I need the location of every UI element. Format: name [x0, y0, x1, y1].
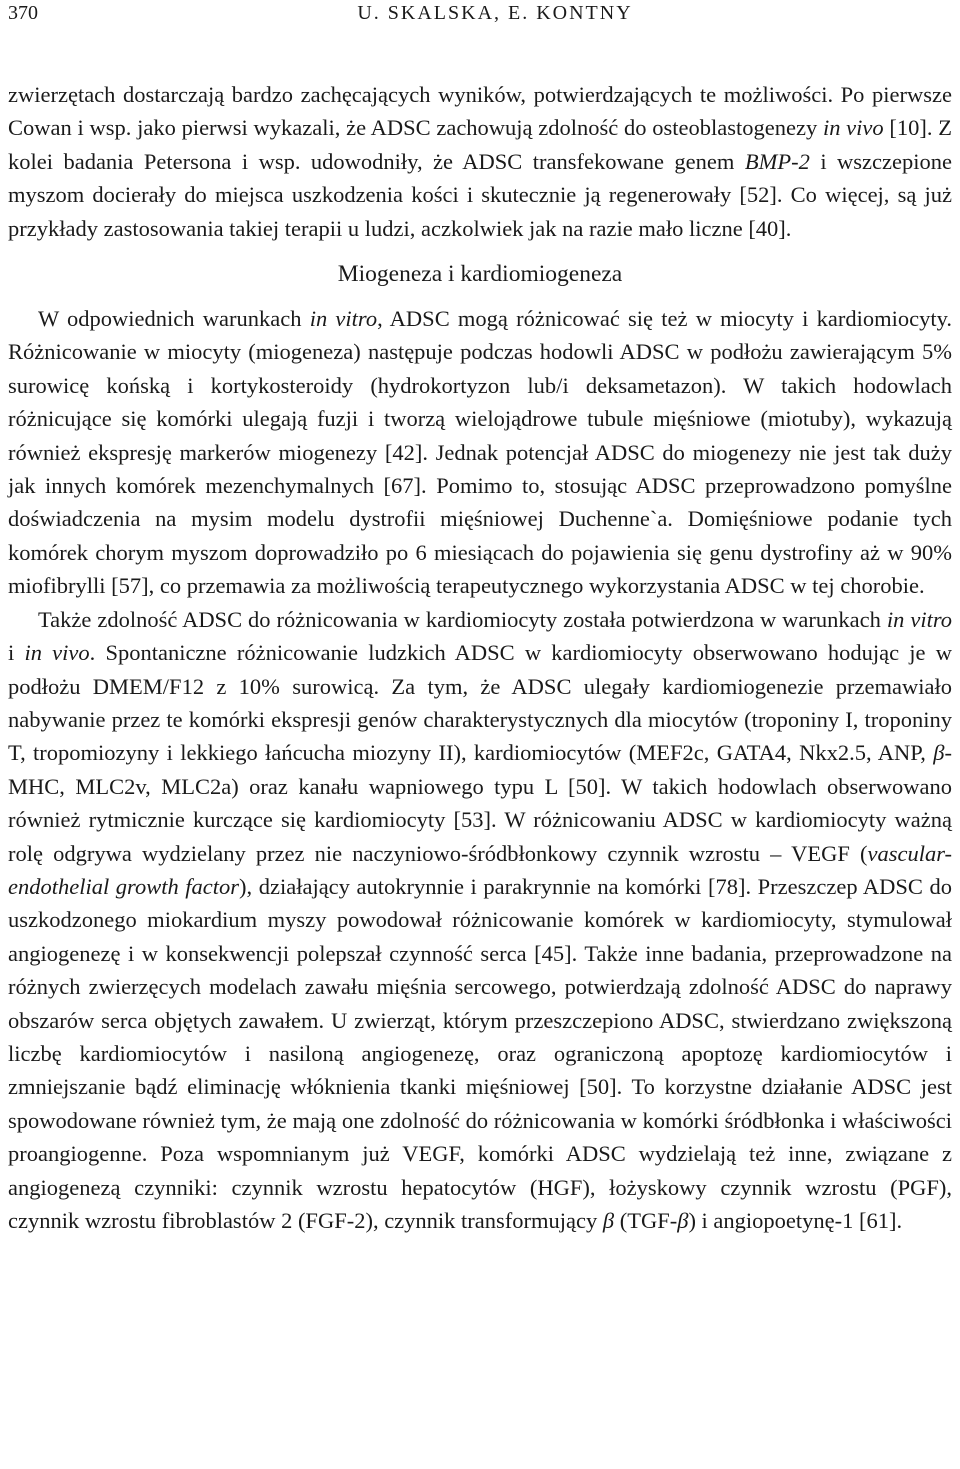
text-run: . Spontaniczne różnicowanie ludzkich ADSC w kardiomiocyty obserwowano hodując je w podłożu DMEM/F12 z 10% surowicą. Za tym, że ADSC ulegały kardiomiogenezie przemawiało nabywanie przez te komórki ekspresji genów charakterystycznych dla miocytów (troponiny I, troponiny T, tropomiozyny i lekkiego łańcucha miozyny II), kardiomiocytów (MEF2c, GATA4, Nkx2.5, ANP, [8, 640, 952, 766]
italic-run: β [677, 1208, 689, 1233]
text-run: W odpowiednich warunkach [38, 306, 310, 332]
italic-run: in vitro [309, 306, 378, 332]
italic-run: β [602, 1208, 615, 1233]
italic-run: β [933, 740, 945, 766]
text-run: -MHC, MLC2v, MLC2a) oraz kanału wapniowego typu L [50]. W takich hodowlach obserwowano również rytmicznie kurczące się kardiomiocyty [53]. W różnicowaniu ADSC w kardiomiocyty ważną rolę odgrywa wydzielany przez nie naczyniowo-śródbłonkowy czynnik wzrostu – VEGF ( [8, 740, 952, 866]
section-heading: Miogeneza i kardiomiogeneza [337, 261, 623, 288]
text-run: [10]. Z kolei badania Petersona i wsp. udowodniły, że ADSC transfekowane genem [8, 115, 952, 174]
running-head [8, 0, 952, 26]
running-title: U. SKALSKA, E. KONTNY [357, 2, 633, 24]
italic-run: in vivo [24, 640, 90, 666]
italic-run: in vitro [886, 606, 952, 632]
italic-run: in vivo [822, 115, 884, 141]
text-run: zwierzętach dostarczają bardzo zachęcających wyników, potwierdzających te możliwości. Po pierwsze Cowan i wsp. jako pierwsi wykazali, że ADSC zachowują zdolność do osteoblastogenezy [8, 82, 952, 141]
paragraph [8, 603, 952, 1238]
text-run: (TGF- [614, 1208, 678, 1233]
paragraph [8, 302, 952, 603]
article-body [8, 78, 952, 1237]
italic-run: BMP-2 [744, 148, 810, 174]
text-run: ), działający autokrynnie i parakrynnie na komórki [78]. Przeszczep ADSC do uszkodzonego miokardium myszy powodował różnicowanie komórek w kardiomiocyty, stymulował angiogenezę i w konsekwencji polepszał czynność serca [45]. Także inne badania, przeprowadzone na różnych zwierzęcych modelach zawału mięśnia sercowego, potwierdzają zdolność ADSC do naprawy obszarów serca objętych zawałem. U zwierząt, którym przeszczepiono ADSC, stwierdzano zwiększoną liczbę kardiomiocytów i nasiloną angiogenezę, oraz ograniczoną apoptozę kardiomiocytów i zmniejszanie bądź eliminację włóknienia tkanki mięśniowej [50]. To korzystne działanie ADSC jest spowodowane również tym, że mają one zdolność do różnicowania w komórki śródbłonka i właściwości proangiogenne. Poza wspomnianym już VEGF, komórki ADSC wydzielają też inne, związane z angiogenezą czynniki: czynnik wzrostu hepatocytów (HGF), łożyskowy czynnik wzrostu (PGF), czynnik wzrostu fibroblastów 2 (FGF-2), czynnik transformujący [8, 873, 952, 1233]
page-number: 370 [8, 2, 38, 24]
text-run: i wszczepione myszom docierały do miejsca uszkodzenia kości i skutecznie ją regenerowały [52]. Co więcej, są już przykłady zastosowania takiej terapii u ludzi, aczkolwiek jak na razie mało liczne [40]. [8, 148, 952, 241]
text-run: i [8, 640, 25, 666]
italic-run: vascular-endothelial growth factor [8, 840, 952, 899]
text-run: Także zdolność ADSC do różnicowania w kardiomiocyty została potwierdzona w warunkach [38, 606, 887, 632]
text-run: , ADSC mogą różnicować się też w miocyty i kardiomiocyty. Różnicowanie w miocyty (miogeneza) następuje podczas hodowli ADSC w podłożu zawierającym 5% surowicę końską i kortykosteroidy (hydrokortyzon lub/i deksametazon). W takich hodowlach różnicujące się komórki ulegają fuzji i tworzą wielojądrowe tubule mięśniowe (miotuby), wykazują również ekspresję markerów miogenezy [42]. Jednak potencjał ADSC do miogenezy nie jest tak duży jak innych komórek mezenchymalnych [67]. Pomimo to, stosując ADSC przeprowadzono pomyślne doświadczenia na mysim modelu dystrofii mięśniowej Duchenne`a. Domięśniowe podanie tych komórek chorym myszom doprowadziło po 6 miesiącach do pojawienia się genu dystrofiny aż w 90% miofibrylli [57], co przemawia za możliwością terapeutycznego wykorzystania ADSC w tej chorobie. [8, 306, 953, 599]
text-run: ) i angiopoetynę-1 [61]. [688, 1208, 903, 1233]
paragraph [8, 78, 952, 245]
